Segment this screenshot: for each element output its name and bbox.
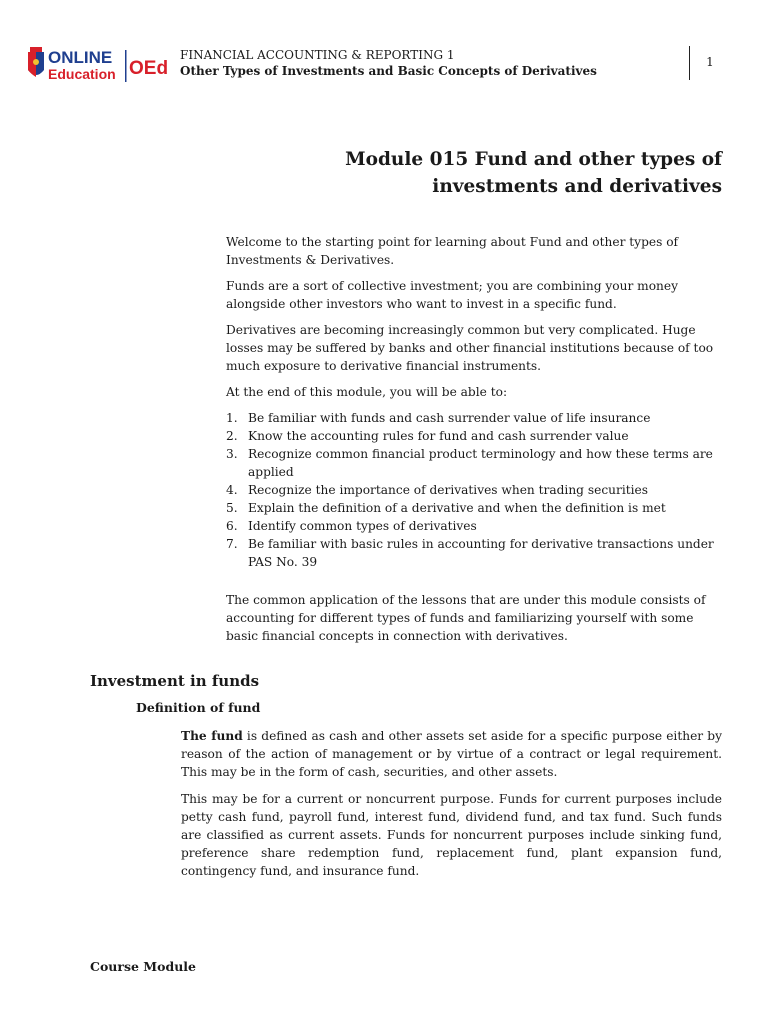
objective-item: 5. Explain the definition of a derivative and when the definition is met	[226, 501, 666, 515]
objective-item: 6. Identify common types of derivatives	[226, 519, 477, 533]
intro-paragraph-derivatives: Derivatives are becoming increasingly common but very complicated. Huge losses may be suffered by banks and other financial institutions because of too much exposure to derivative financial instruments.	[226, 323, 714, 373]
fund-term: The fund	[181, 729, 243, 743]
fund-definition-text: is defined as cash and other assets set aside for a specific purpose either by reason of the action of management or by virtue of a contract or legal requirement. This may be in the form of cash, securities, and other assets.	[181, 729, 722, 779]
intro-paragraph-objectives-lead: At the end of this module, you will be able to:	[226, 385, 508, 399]
university-crest-icon	[28, 47, 44, 77]
section-body	[181, 727, 722, 889]
logo-word-education: Education	[48, 66, 116, 82]
header-topic-title: Other Types of Investments and Basic Concepts of Derivatives	[180, 64, 597, 78]
module-introduction	[226, 233, 724, 653]
intro-paragraph-welcome: Welcome to the starting point for learning about Fund and other types of Investments & Derivatives.	[226, 235, 679, 267]
objective-item: 2. Know the accounting rules for fund and cash surrender value	[226, 429, 629, 443]
header-course-title: FINANCIAL ACCOUNTING & REPORTING 1	[180, 48, 455, 62]
objective-item: 4. Recognize the importance of derivatives when trading securities	[226, 483, 648, 497]
intro-paragraph-funds: Funds are a sort of collective investment; you are combining your money alongside other investors who want to invest in a specific fund.	[226, 279, 679, 311]
module-title-line-1: Module 015 Fund and other types of	[345, 149, 722, 170]
logo-abbreviation: OEd	[129, 58, 169, 79]
logo-word-online: ONLINE	[48, 48, 113, 67]
objective-item: 7. Be familiar with basic rules in accounting for derivative transactions under PAS No. 39	[226, 537, 714, 569]
fund-purpose-paragraph: This may be for a current or noncurrent purpose. Funds for current purposes include petty cash fund, payroll fund, interest fund, dividend fund, and tax fund. Such funds are classified as current assets. Funds for noncurrent purposes include sinking fund, preference share redemption fund, replacement fund, plant expansion fund, contingency fund, and insurance fund.	[181, 792, 722, 878]
subsection-heading: Definition of fund	[136, 700, 261, 715]
intro-paragraph-closing: The common application of the lessons that are under this module consists of accounting for different types of funds and familiarizing yourself with some basic financial concepts in connection with derivatives.	[226, 593, 706, 643]
online-education-logo	[24, 44, 174, 86]
page-number: 1	[706, 55, 714, 69]
module-title	[282, 146, 722, 200]
footer-label: Course Module	[90, 959, 197, 974]
objective-item: 1. Be familiar with funds and cash surrender value of life insurance	[226, 411, 651, 425]
objective-item: 3. Recognize common financial product terminology and how these terms are applied	[226, 447, 713, 479]
header-divider	[689, 46, 690, 80]
section-heading: Investment in funds	[90, 672, 260, 690]
fund-definition-paragraph	[181, 727, 722, 781]
learning-objectives-list	[226, 409, 724, 571]
module-title-line-2: investments and derivatives	[432, 176, 722, 197]
